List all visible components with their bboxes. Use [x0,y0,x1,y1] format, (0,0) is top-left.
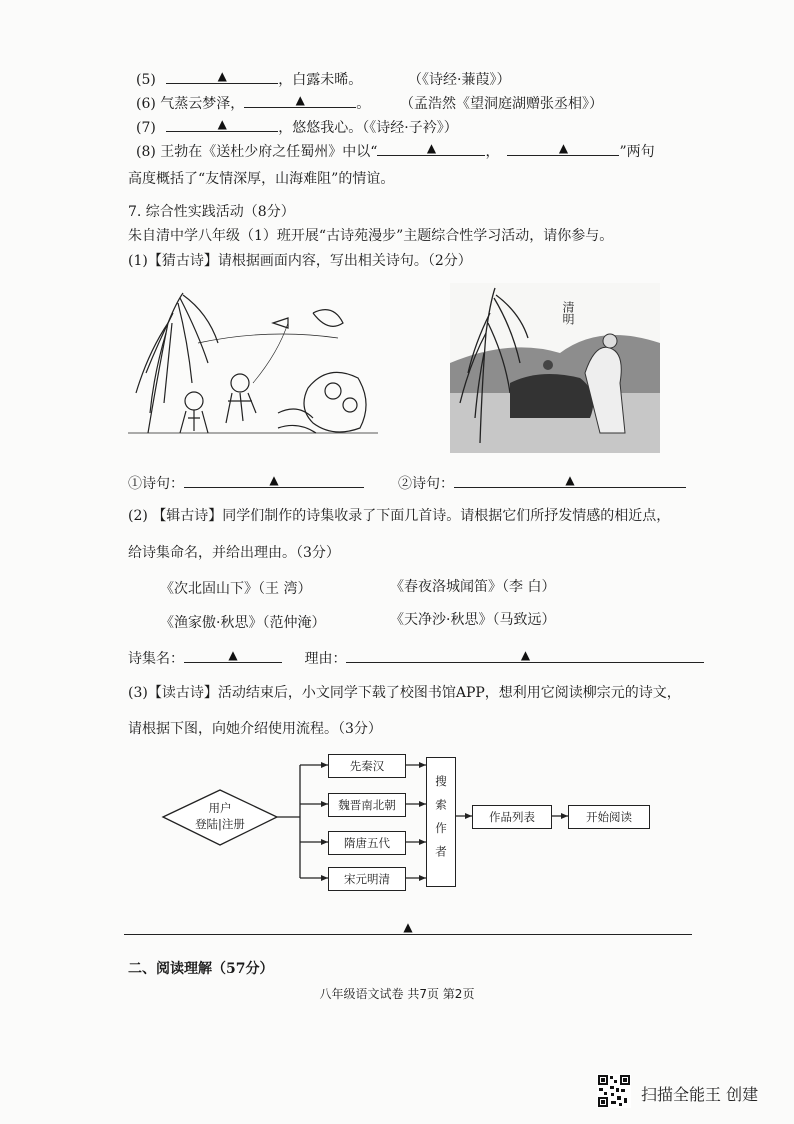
flow-era-box: 魏晋南北朝 [328,793,406,817]
answer-blank[interactable] [166,69,278,84]
poem-num: (5) [136,72,156,88]
poem-line-6: (6) 气蒸云梦泽， ▲ 。 [136,93,371,112]
page-footer: 八年级语文试卷 共7页 第2页 [319,987,475,1001]
poem-list-item: 《天净沙·秋思》（马致远） [390,612,556,628]
answer-blank[interactable]: ▲ [507,141,619,156]
collection-name-row: 诗集名： ▲ 理由： ▲ [128,648,704,668]
qr-code-icon [597,1074,631,1108]
question-7-part3: (3)【读古诗】活动结束后，小文同学下载了校图书馆APP，想利用它阅读柳宗元的诗文， [128,685,681,701]
poem-list-item: 《春夜洛城闻笛》（李 白） [390,579,556,595]
poem-line-5: (5) ▲ ，白露未晞。 [136,69,363,88]
flow-era-box: 宋元明清 [328,867,406,891]
question-7-part2-cont: 给诗集命名，并给出理由。（3分） [128,545,340,561]
answer-blank[interactable]: ▲ [244,93,356,108]
answer-blank[interactable]: ▲ [184,473,364,488]
kite-painting-image [128,283,378,461]
flow-answer-blank[interactable]: ▲ [124,920,692,935]
poem-line-8-cont: 高度概括了“友情深厚，山海难阻”的情谊。 [128,171,395,187]
poem-answer-1: ①诗句： ▲ [128,473,364,493]
answer-blank[interactable]: ▲ [454,473,686,488]
watermark-text: 扫描全能王 创建 [641,1085,759,1104]
flow-search-author: 搜索作者 [426,757,456,887]
reason-blank[interactable]: ▲ [346,648,704,663]
painting-inscription: 清明 [561,301,575,325]
poem-line-8: (8) 王勃在《送杜少府之任蜀州》中以“ ▲ ， ▲ ”两句 [136,141,655,160]
poem-list-item: 《次北固山下》（王 湾） [160,581,312,597]
poem-line-7: (7) ▲ ，悠悠我心。（《诗经·子衿》） [136,117,458,136]
flow-era-box: 隋唐五代 [328,831,406,855]
question-7-part1: (1)【猜古诗】请根据画面内容，写出相关诗句。（2分） [128,253,472,269]
qingming-painting-image [450,283,660,453]
flow-works-list: 作品列表 [472,805,552,829]
poem-source: （《诗经·蒹葭》） [408,72,511,88]
poem-source: （孟浩然《望洞庭湖赠张丞相》） [400,96,603,112]
flow-answer-row [124,920,692,939]
question-7-part3-cont: 请根据下图，向她介绍使用流程。（3分） [128,721,382,737]
flow-start-reading: 开始阅读 [568,805,650,829]
poem-list-item: 《渔家傲·秋思》（范仲淹） [160,615,326,631]
flow-start-login: 用户 登陆|注册 [195,801,245,831]
collection-name-blank[interactable]: ▲ [184,648,282,663]
poem-answer-2: ②诗句： ▲ [398,473,686,493]
question-7-part2: (2) 【辑古诗】同学们制作的诗集收录了下面几首诗。请根据它们所抒发情感的相近点， [128,508,671,524]
answer-blank[interactable]: ▲ [166,117,278,132]
section-2-heading: 二、阅读理解（57分） [128,961,274,977]
answer-blank[interactable]: ▲ [377,141,485,156]
question-7-intro: 朱自清中学八年级（1）班开展“古诗苑漫步”主题综合性学习活动，请你参与。 [128,228,614,244]
flow-era-box: 先秦汉 [328,754,406,778]
question-7-title: 7. 综合性实践活动（8分） [128,204,295,220]
triangle-marker: ▲ [217,69,227,83]
